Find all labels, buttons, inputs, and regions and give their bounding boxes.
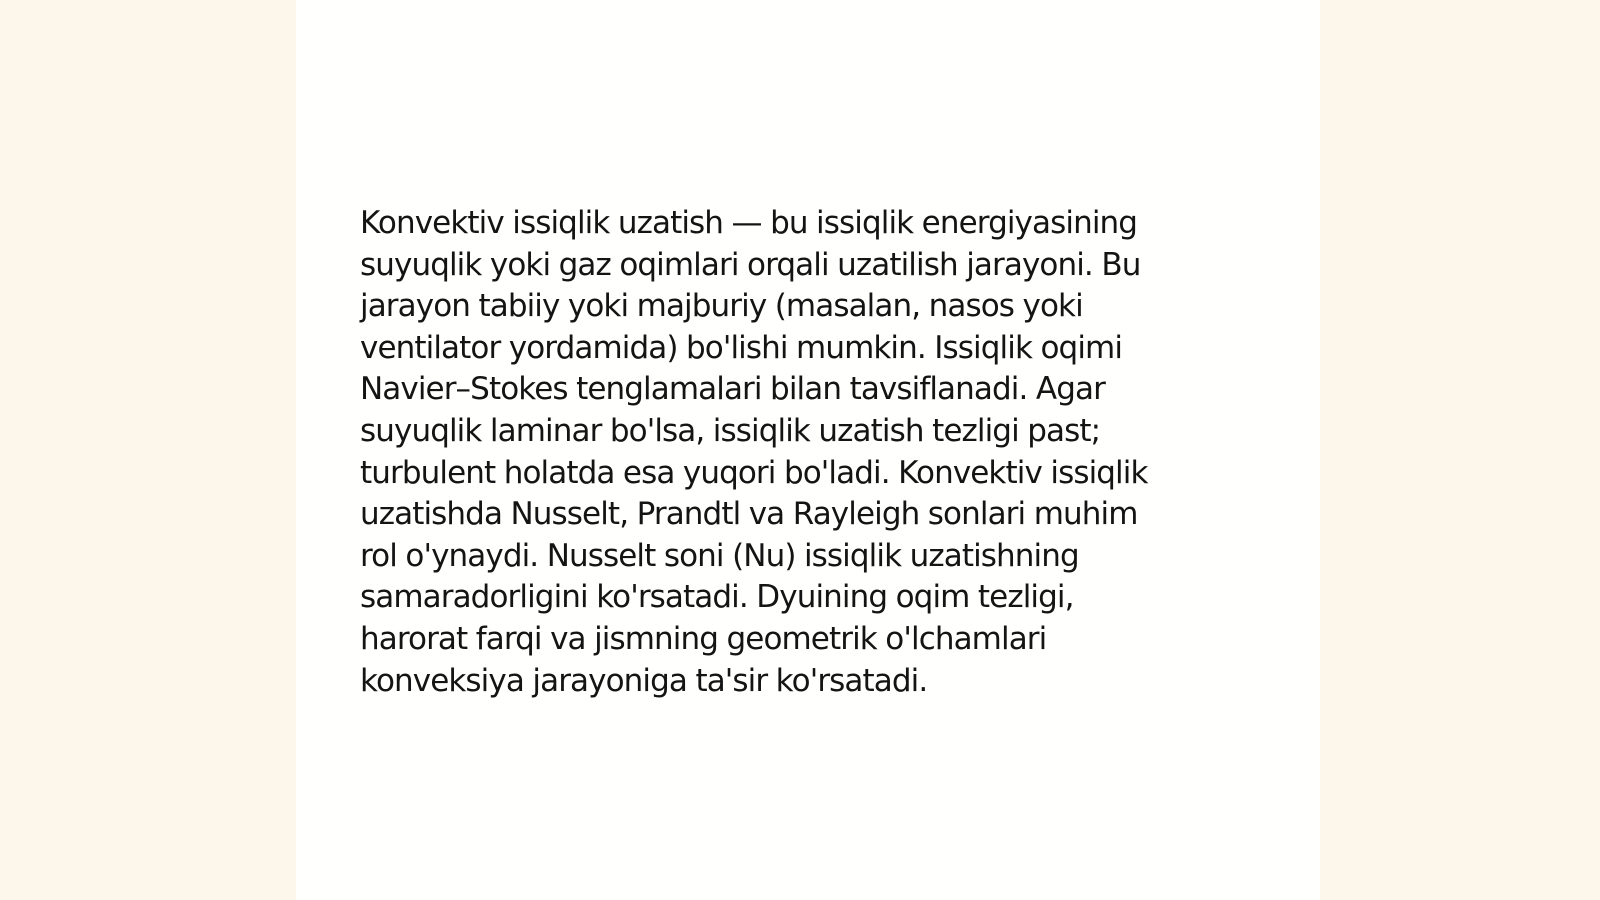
- paragraph-line: turbulent holatda esa yuqori bo'ladi. Konvektiv issiqlik: [360, 454, 1148, 491]
- paragraph-line: Navier–Stokes tenglamalari bilan tavsiflanadi. Agar: [360, 371, 1105, 408]
- left-margin: [0, 0, 296, 900]
- paragraph-line: rol o'ynaydi. Nusselt soni (Nu) issiqlik uzatishning: [360, 537, 1079, 574]
- paragraph-line: harorat farqi va jismning geometrik o'lchamlari: [360, 620, 1047, 657]
- paragraph-line: suyuqlik yoki gaz oqimlari orqali uzatilish jarayoni. Bu: [360, 246, 1141, 283]
- body-paragraph: [360, 203, 1260, 702]
- paragraph-line: konveksiya jarayoniga ta'sir ko'rsatadi.: [360, 662, 928, 699]
- paragraph-line: jarayon tabiiy yoki majburiy (masalan, nasos yoki: [360, 288, 1083, 325]
- paragraph-line: uzatishda Nusselt, Prandtl va Rayleigh sonlari muhim: [360, 496, 1138, 533]
- paragraph-line: samaradorligini ko'rsatadi. Dyuining oqim tezligi,: [360, 579, 1074, 616]
- paragraph-line: suyuqlik laminar bo'lsa, issiqlik uzatish tezligi past;: [360, 412, 1101, 449]
- paragraph-line: Konvektiv issiqlik uzatish — bu issiqlik energiyasining: [360, 205, 1138, 241]
- document-page: [296, 0, 1320, 900]
- paragraph-line: ventilator yordamida) bo'lishi mumkin. Issiqlik oqimi: [360, 329, 1123, 366]
- right-margin: [1320, 0, 1600, 900]
